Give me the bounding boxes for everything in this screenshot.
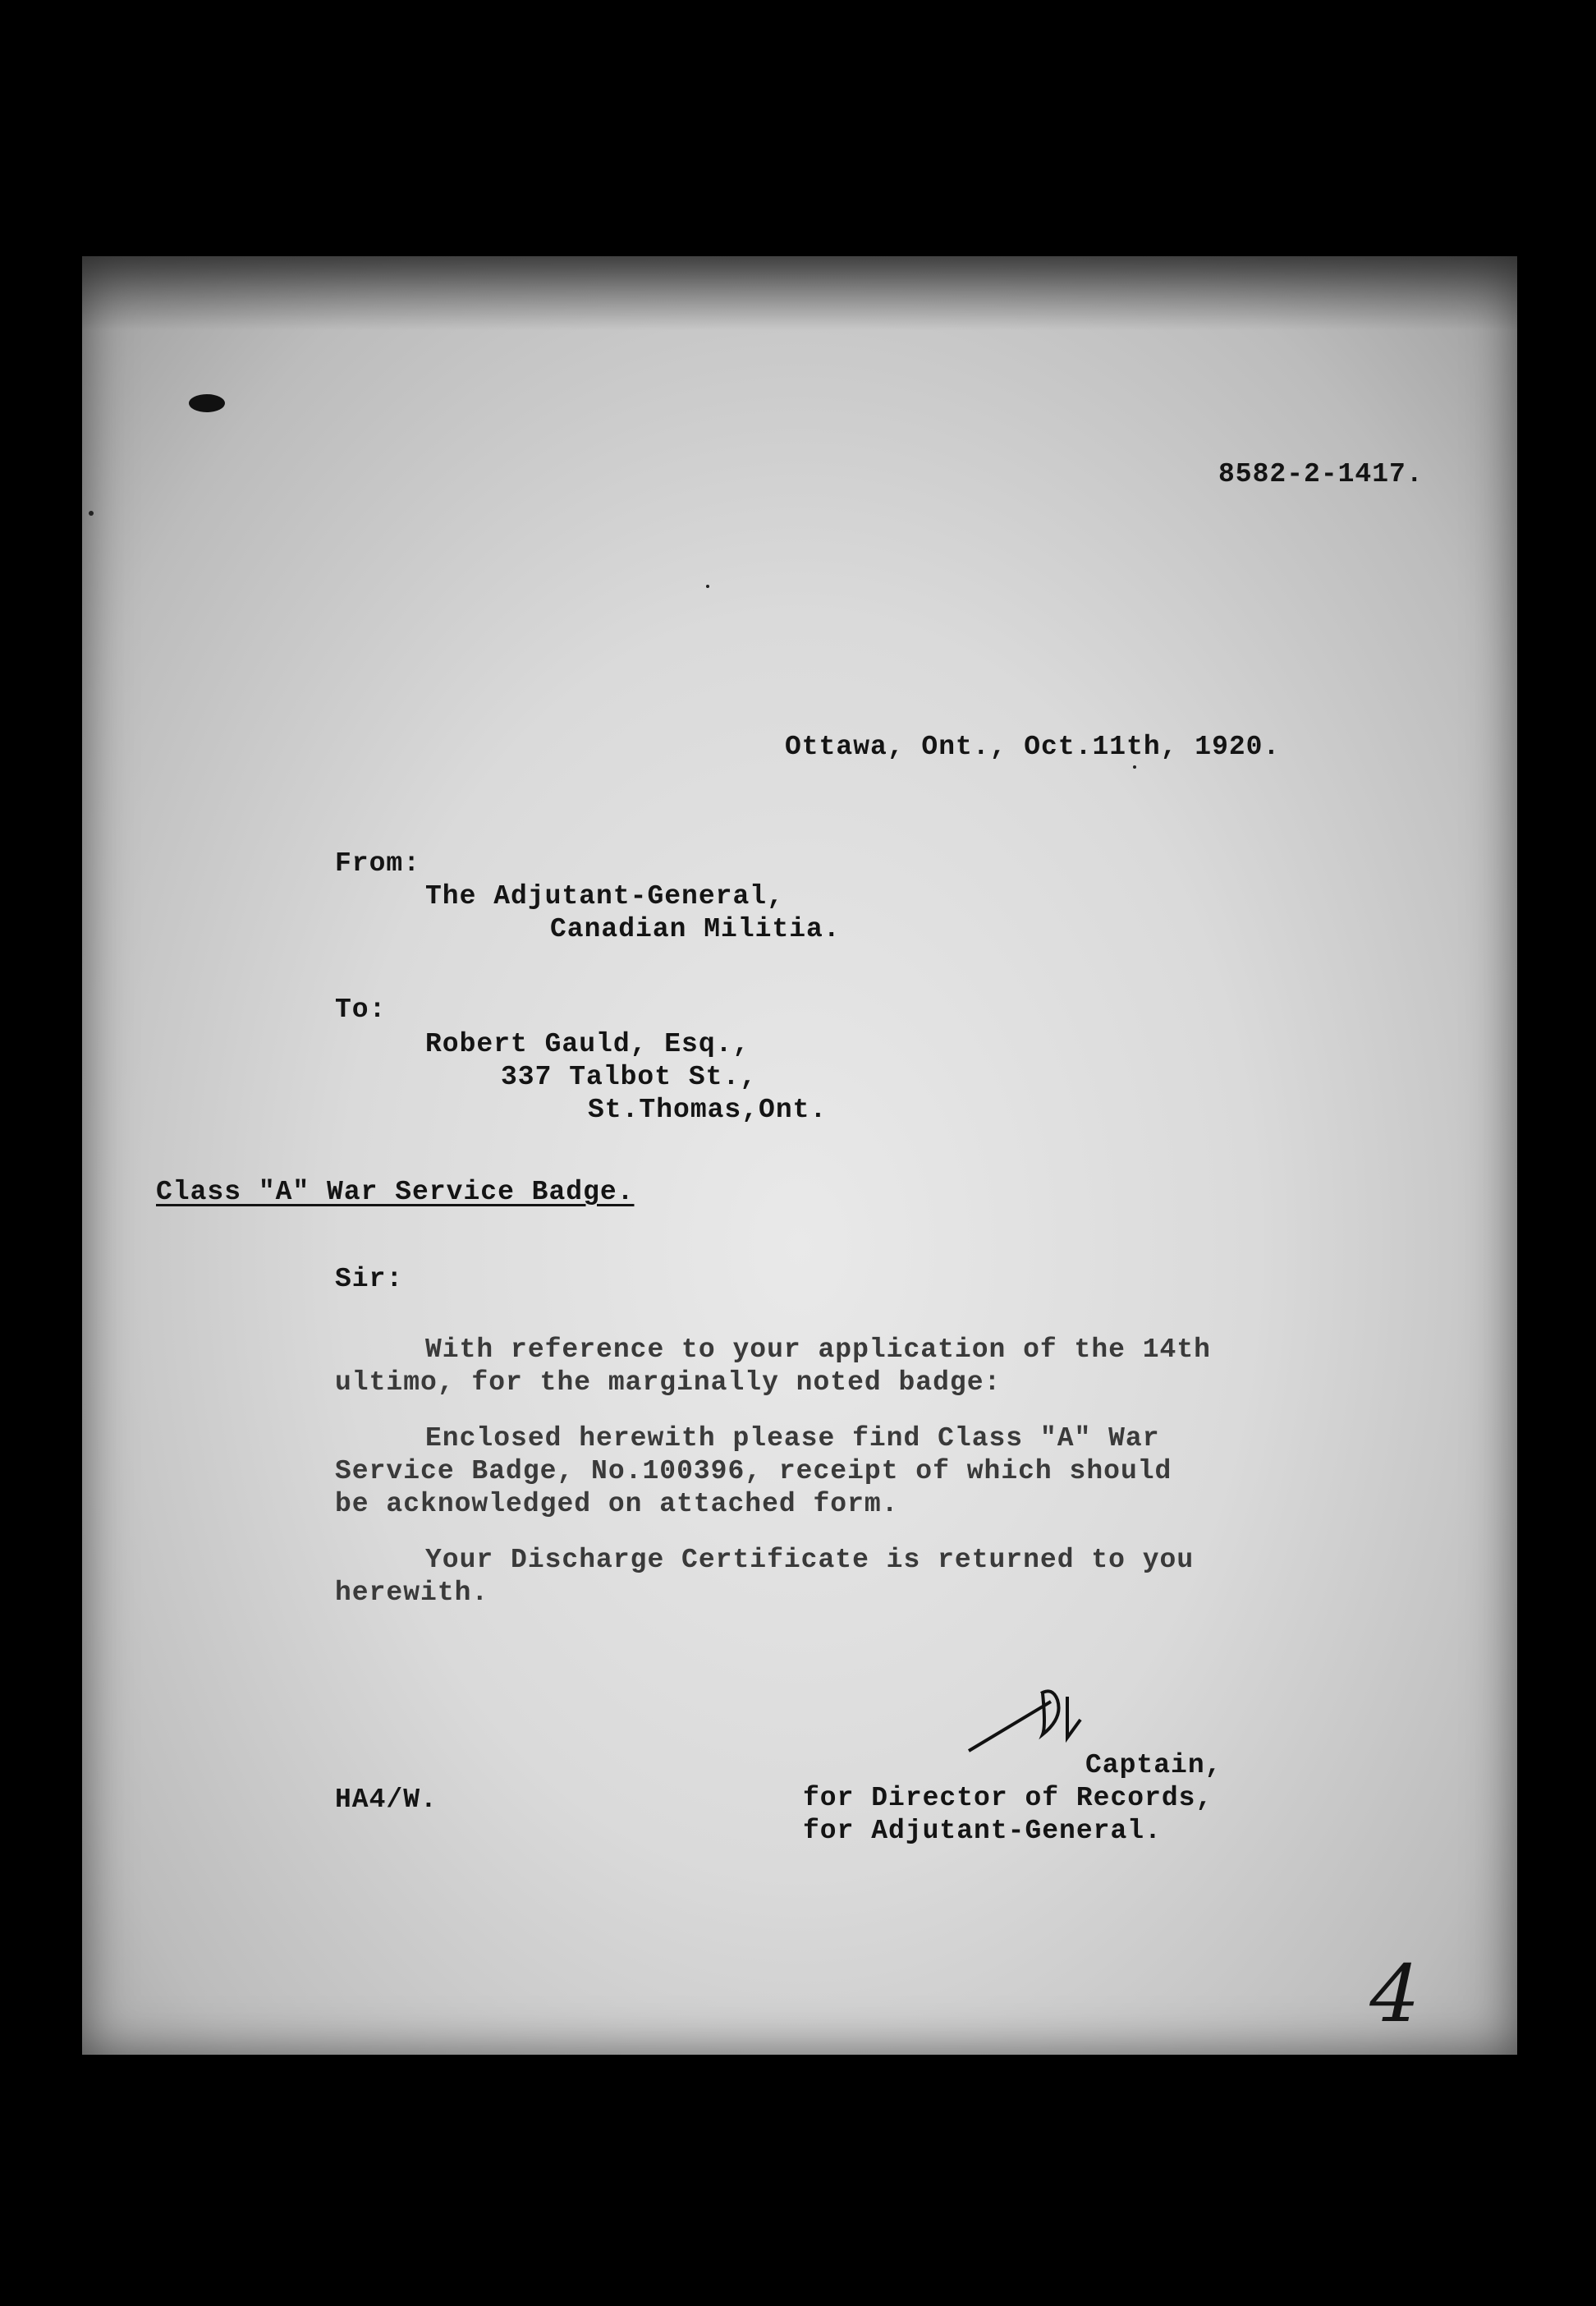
to-line-3: St.Thomas,Ont. (588, 1095, 828, 1125)
subject-line: Class "A" War Service Badge. (156, 1177, 635, 1207)
ink-blot (189, 394, 225, 412)
paragraph-2-line-2: Service Badge, No.100396, receipt of which should (335, 1456, 1172, 1486)
signature-title: Captain, (1085, 1750, 1222, 1780)
signature-line-3: for Adjutant-General. (803, 1816, 1162, 1846)
reference-initials: HA4/W. (335, 1785, 438, 1815)
from-label: From: (335, 848, 421, 879)
from-line-1: The Adjutant-General, (425, 881, 784, 912)
paragraph-1-line-1: With reference to your application of the 14th (425, 1334, 1211, 1365)
to-line-1: Robert Gauld, Esq., (425, 1029, 750, 1059)
paragraph-3-line-2: herewith. (335, 1578, 489, 1608)
handwritten-page-mark: 4 (1360, 1948, 1430, 2040)
paragraph-2-line-3: be acknowledged on attached form. (335, 1489, 899, 1519)
paper-speck (706, 585, 709, 588)
file-number: 8582-2-1417. (1218, 459, 1424, 489)
salutation: Sir: (335, 1264, 404, 1294)
letter-page (82, 256, 1517, 2055)
place-date: Ottawa, Ont., Oct.11th, 1920. (785, 732, 1281, 762)
to-line-2: 337 Talbot St., (501, 1062, 758, 1092)
paragraph-3-line-1: Your Discharge Certificate is returned to you (425, 1545, 1195, 1575)
signature-line-2: for Director of Records, (803, 1783, 1213, 1813)
to-label: To: (335, 995, 387, 1025)
paragraph-1-line-2: ultimo, for the marginally noted badge: (335, 1367, 1002, 1398)
paper-speck (89, 511, 94, 516)
paragraph-2-line-1: Enclosed herewith please find Class "A" War (425, 1423, 1160, 1454)
from-line-2: Canadian Militia. (550, 914, 841, 944)
paper-speck (1133, 765, 1136, 769)
